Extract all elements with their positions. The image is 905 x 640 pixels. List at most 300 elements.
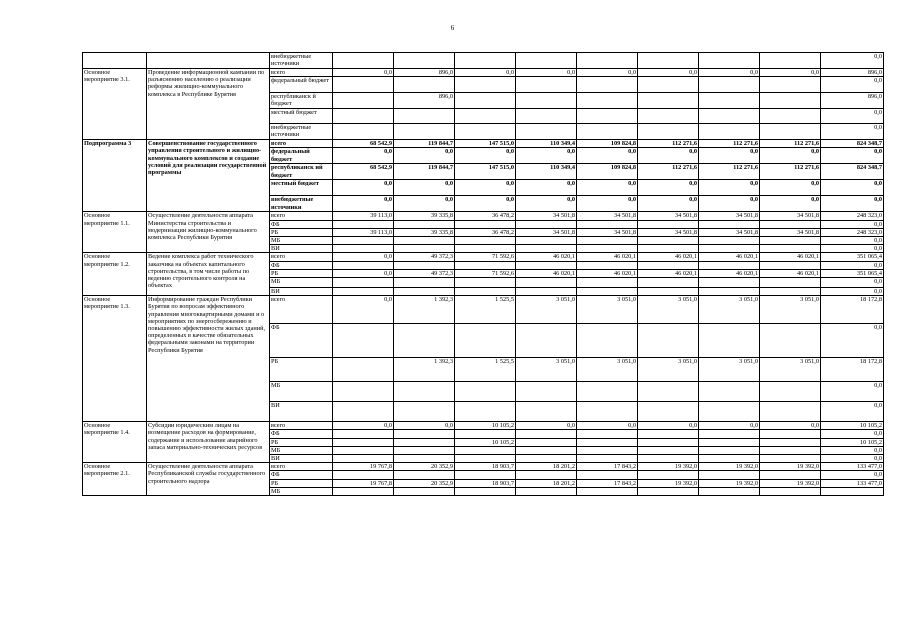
year-value-cell bbox=[577, 438, 638, 446]
measure-description-cell: Осуществление деятельности аппарата Министерства строительства и модернизации жилищно-коммунального комплекса Республики Бурятия bbox=[147, 212, 270, 253]
year-value-cell: 34 501,8 bbox=[699, 228, 760, 236]
year-value-cell bbox=[577, 77, 638, 93]
year-value-cell bbox=[760, 438, 821, 446]
year-value-cell bbox=[577, 455, 638, 463]
year-value-cell bbox=[638, 438, 699, 446]
year-value-cell: 0,0 bbox=[699, 196, 760, 212]
total-value-cell: 0,0 bbox=[821, 124, 884, 140]
year-value-cell: 10 105,2 bbox=[455, 422, 516, 430]
total-value-cell: 0,0 bbox=[821, 382, 884, 402]
year-value-cell: 110 349,4 bbox=[516, 140, 577, 148]
measure-code-cell: Основное мероприятие 1.4. bbox=[83, 422, 147, 463]
year-value-cell bbox=[638, 446, 699, 454]
year-value-cell: 0,0 bbox=[455, 180, 516, 196]
funding-source-cell: всего bbox=[270, 212, 333, 220]
year-value-cell bbox=[333, 245, 394, 253]
total-value-cell: 0,0 bbox=[821, 324, 884, 358]
total-value-cell: 0,0 bbox=[821, 109, 884, 124]
year-value-cell bbox=[333, 455, 394, 463]
year-value-cell bbox=[577, 245, 638, 253]
year-value-cell bbox=[516, 245, 577, 253]
year-value-cell bbox=[638, 455, 699, 463]
year-value-cell bbox=[333, 93, 394, 109]
funding-source-cell: ВИ bbox=[270, 455, 333, 463]
year-value-cell bbox=[516, 288, 577, 296]
measure-code-cell: Основное мероприятие 3.1. bbox=[83, 69, 147, 140]
year-value-cell: 3 051,0 bbox=[638, 296, 699, 324]
year-value-cell: 112 271,6 bbox=[760, 164, 821, 180]
year-value-cell bbox=[638, 402, 699, 422]
year-value-cell: 112 271,6 bbox=[699, 164, 760, 180]
year-value-cell: 0,0 bbox=[394, 422, 455, 430]
year-value-cell bbox=[516, 93, 577, 109]
year-value-cell bbox=[394, 438, 455, 446]
total-value-cell: 0,0 bbox=[821, 148, 884, 164]
year-value-cell: 36 478,2 bbox=[455, 212, 516, 220]
year-value-cell bbox=[455, 446, 516, 454]
year-value-cell bbox=[699, 402, 760, 422]
year-value-cell: 0,0 bbox=[455, 148, 516, 164]
year-value-cell bbox=[394, 324, 455, 358]
funding-source-cell: ФБ bbox=[270, 261, 333, 269]
year-value-cell bbox=[577, 487, 638, 495]
measure-description-cell: Проведение информационной кампании по разъяснению населению о реализации реформы жилищно-коммунального комплекса в Республике Бурятия bbox=[147, 69, 270, 140]
year-value-cell bbox=[760, 237, 821, 245]
year-value-cell: 3 051,0 bbox=[760, 358, 821, 382]
measure-description-cell: Совершенствование государственного управления строительного и жилищно-коммунального комплексов и создание условий для реализации государственной программы bbox=[147, 140, 270, 212]
total-value-cell: 0,0 bbox=[821, 53, 884, 69]
year-value-cell bbox=[638, 324, 699, 358]
year-value-cell bbox=[638, 288, 699, 296]
year-value-cell bbox=[516, 446, 577, 454]
year-value-cell: 119 844,7 bbox=[394, 140, 455, 148]
year-value-cell bbox=[455, 402, 516, 422]
year-value-cell bbox=[699, 261, 760, 269]
year-value-cell: 3 051,0 bbox=[760, 296, 821, 324]
year-value-cell bbox=[516, 471, 577, 479]
year-value-cell bbox=[699, 93, 760, 109]
year-value-cell bbox=[699, 77, 760, 93]
year-value-cell bbox=[455, 430, 516, 438]
year-value-cell: 68 542,9 bbox=[333, 140, 394, 148]
year-value-cell bbox=[516, 402, 577, 422]
year-value-cell bbox=[638, 93, 699, 109]
total-value-cell: 0,0 bbox=[821, 220, 884, 228]
year-value-cell bbox=[760, 487, 821, 495]
year-value-cell: 20 352,9 bbox=[394, 463, 455, 471]
year-value-cell bbox=[455, 93, 516, 109]
year-value-cell bbox=[333, 288, 394, 296]
year-value-cell: 34 501,8 bbox=[577, 212, 638, 220]
year-value-cell bbox=[577, 382, 638, 402]
year-value-cell bbox=[333, 237, 394, 245]
table-row bbox=[83, 69, 884, 77]
year-value-cell: 46 020,1 bbox=[516, 253, 577, 261]
year-value-cell: 147 515,0 bbox=[455, 140, 516, 148]
total-value-cell: 0,0 bbox=[821, 77, 884, 93]
year-value-cell bbox=[577, 402, 638, 422]
table-row bbox=[83, 140, 884, 148]
year-value-cell bbox=[699, 53, 760, 69]
year-value-cell bbox=[394, 77, 455, 93]
year-value-cell bbox=[394, 278, 455, 288]
year-value-cell: 71 592,6 bbox=[455, 269, 516, 277]
year-value-cell bbox=[699, 124, 760, 140]
year-value-cell bbox=[455, 261, 516, 269]
year-value-cell bbox=[333, 438, 394, 446]
funding-source-cell: местный бюджет bbox=[270, 180, 333, 196]
year-value-cell: 34 501,8 bbox=[638, 212, 699, 220]
year-value-cell: 3 051,0 bbox=[638, 358, 699, 382]
total-value-cell: 133 477,0 bbox=[821, 479, 884, 487]
year-value-cell bbox=[333, 109, 394, 124]
total-value-cell bbox=[821, 487, 884, 495]
year-value-cell bbox=[638, 487, 699, 495]
year-value-cell: 3 051,0 bbox=[577, 358, 638, 382]
year-value-cell bbox=[455, 487, 516, 495]
funding-source-cell: ВИ bbox=[270, 245, 333, 253]
total-value-cell: 896,0 bbox=[821, 93, 884, 109]
year-value-cell bbox=[333, 382, 394, 402]
year-value-cell bbox=[760, 382, 821, 402]
year-value-cell bbox=[577, 237, 638, 245]
total-value-cell: 18 172,8 bbox=[821, 296, 884, 324]
total-value-cell: 824 348,7 bbox=[821, 140, 884, 148]
year-value-cell bbox=[516, 278, 577, 288]
year-value-cell bbox=[577, 109, 638, 124]
year-value-cell: 0,0 bbox=[394, 148, 455, 164]
year-value-cell bbox=[516, 324, 577, 358]
funding-source-cell: ФБ bbox=[270, 471, 333, 479]
year-value-cell: 119 844,7 bbox=[394, 164, 455, 180]
measure-code-cell: Основное мероприятие 2.1. bbox=[83, 463, 147, 496]
year-value-cell bbox=[577, 430, 638, 438]
total-value-cell: 351 065,4 bbox=[821, 269, 884, 277]
year-value-cell: 0,0 bbox=[333, 296, 394, 324]
page-number: 6 bbox=[450, 24, 455, 32]
year-value-cell: 0,0 bbox=[760, 196, 821, 212]
year-value-cell bbox=[760, 430, 821, 438]
year-value-cell: 0,0 bbox=[516, 422, 577, 430]
year-value-cell bbox=[455, 324, 516, 358]
year-value-cell: 0,0 bbox=[577, 180, 638, 196]
year-value-cell: 3 051,0 bbox=[699, 358, 760, 382]
year-value-cell bbox=[760, 261, 821, 269]
year-value-cell bbox=[577, 261, 638, 269]
year-value-cell: 0,0 bbox=[577, 422, 638, 430]
funding-source-cell: внебюджетные источники bbox=[270, 124, 333, 140]
year-value-cell bbox=[333, 324, 394, 358]
year-value-cell bbox=[394, 237, 455, 245]
funding-source-cell: республиканск й бюджет bbox=[270, 93, 333, 109]
year-value-cell: 18 903,7 bbox=[455, 463, 516, 471]
year-value-cell: 46 020,1 bbox=[577, 253, 638, 261]
year-value-cell bbox=[699, 471, 760, 479]
year-value-cell bbox=[760, 220, 821, 228]
funding-source-cell: МБ bbox=[270, 446, 333, 454]
year-value-cell bbox=[638, 471, 699, 479]
year-value-cell bbox=[333, 124, 394, 140]
year-value-cell bbox=[760, 245, 821, 253]
measure-code-cell: Подпрограмма 3 bbox=[83, 140, 147, 212]
year-value-cell bbox=[333, 402, 394, 422]
year-value-cell: 19 392,0 bbox=[760, 463, 821, 471]
year-value-cell bbox=[699, 446, 760, 454]
measure-description-cell bbox=[147, 53, 270, 69]
funding-source-cell: РБ bbox=[270, 479, 333, 487]
total-value-cell: 10 105,2 bbox=[821, 422, 884, 430]
year-value-cell: 36 478,2 bbox=[455, 228, 516, 236]
year-value-cell bbox=[455, 220, 516, 228]
funding-source-cell: МБ bbox=[270, 487, 333, 495]
year-value-cell: 0,0 bbox=[699, 422, 760, 430]
year-value-cell: 46 020,1 bbox=[699, 253, 760, 261]
year-value-cell: 1 525,5 bbox=[455, 358, 516, 382]
measure-description-cell: Ведение комплекса работ технического заказчика на объектах капитального строительства, в том числе работы по ведению строительного контроля на объектах bbox=[147, 253, 270, 296]
year-value-cell bbox=[577, 288, 638, 296]
year-value-cell bbox=[394, 220, 455, 228]
year-value-cell bbox=[699, 245, 760, 253]
year-value-cell: 112 271,6 bbox=[638, 164, 699, 180]
total-value-cell: 133 477,0 bbox=[821, 463, 884, 471]
year-value-cell: 896,0 bbox=[394, 69, 455, 77]
funding-source-cell: ФБ bbox=[270, 430, 333, 438]
year-value-cell bbox=[455, 109, 516, 124]
year-value-cell: 17 843,2 bbox=[577, 479, 638, 487]
year-value-cell bbox=[455, 382, 516, 402]
budget-table bbox=[82, 52, 884, 496]
year-value-cell: 68 542,9 bbox=[333, 164, 394, 180]
year-value-cell bbox=[638, 77, 699, 93]
year-value-cell bbox=[394, 124, 455, 140]
total-value-cell: 18 172,8 bbox=[821, 358, 884, 382]
year-value-cell bbox=[516, 77, 577, 93]
year-value-cell: 112 271,6 bbox=[760, 140, 821, 148]
funding-source-cell: МБ bbox=[270, 237, 333, 245]
year-value-cell: 46 020,1 bbox=[638, 253, 699, 261]
year-value-cell: 19 767,8 bbox=[333, 463, 394, 471]
year-value-cell: 0,0 bbox=[516, 180, 577, 196]
year-value-cell: 3 051,0 bbox=[699, 296, 760, 324]
year-value-cell bbox=[333, 446, 394, 454]
year-value-cell bbox=[394, 245, 455, 253]
year-value-cell bbox=[333, 471, 394, 479]
table-row bbox=[83, 296, 884, 324]
funding-source-cell: местный бюджет bbox=[270, 109, 333, 124]
year-value-cell bbox=[638, 220, 699, 228]
measure-code-cell: Основное мероприятие 1.3. bbox=[83, 296, 147, 422]
year-value-cell: 19 392,0 bbox=[699, 479, 760, 487]
year-value-cell: 39 113,0 bbox=[333, 228, 394, 236]
funding-source-cell: ВИ bbox=[270, 402, 333, 422]
year-value-cell: 0,0 bbox=[638, 148, 699, 164]
year-value-cell: 0,0 bbox=[699, 69, 760, 77]
year-value-cell: 19 392,0 bbox=[760, 479, 821, 487]
year-value-cell: 0,0 bbox=[516, 69, 577, 77]
year-value-cell: 18 201,2 bbox=[516, 479, 577, 487]
year-value-cell bbox=[394, 402, 455, 422]
year-value-cell: 46 020,1 bbox=[516, 269, 577, 277]
year-value-cell bbox=[760, 402, 821, 422]
year-value-cell bbox=[455, 471, 516, 479]
year-value-cell bbox=[455, 237, 516, 245]
funding-source-cell: республиканск ий бюджет bbox=[270, 164, 333, 180]
total-value-cell: 0,0 bbox=[821, 196, 884, 212]
year-value-cell bbox=[699, 109, 760, 124]
year-value-cell: 112 271,6 bbox=[699, 140, 760, 148]
measure-description-cell: Субсидии юридическим лицам на возмещение расходов на формирование, содержание и использование аварийного запаса материально-технических ресурсов bbox=[147, 422, 270, 463]
year-value-cell: 0,0 bbox=[760, 180, 821, 196]
measure-code-cell: Основное мероприятие 1.1. bbox=[83, 212, 147, 253]
year-value-cell: 0,0 bbox=[455, 196, 516, 212]
year-value-cell bbox=[333, 487, 394, 495]
funding-source-cell: ФБ bbox=[270, 220, 333, 228]
year-value-cell bbox=[760, 53, 821, 69]
year-value-cell bbox=[638, 109, 699, 124]
year-value-cell: 39 113,0 bbox=[333, 212, 394, 220]
year-value-cell: 0,0 bbox=[760, 148, 821, 164]
year-value-cell bbox=[455, 455, 516, 463]
year-value-cell bbox=[638, 278, 699, 288]
year-value-cell bbox=[333, 278, 394, 288]
year-value-cell: 20 352,9 bbox=[394, 479, 455, 487]
year-value-cell: 0,0 bbox=[638, 196, 699, 212]
total-value-cell: 896,0 bbox=[821, 69, 884, 77]
total-value-cell: 351 065,4 bbox=[821, 253, 884, 261]
year-value-cell: 109 824,8 bbox=[577, 140, 638, 148]
year-value-cell: 71 592,6 bbox=[455, 253, 516, 261]
total-value-cell: 0,0 bbox=[821, 245, 884, 253]
total-value-cell: 10 105,2 bbox=[821, 438, 884, 446]
year-value-cell bbox=[699, 220, 760, 228]
year-value-cell bbox=[760, 109, 821, 124]
year-value-cell bbox=[577, 220, 638, 228]
table-row bbox=[83, 253, 884, 261]
table-row bbox=[83, 53, 884, 69]
funding-source-cell: всего bbox=[270, 422, 333, 430]
total-value-cell: 248 323,0 bbox=[821, 212, 884, 220]
year-value-cell: 0,0 bbox=[516, 148, 577, 164]
year-value-cell: 34 501,8 bbox=[516, 212, 577, 220]
year-value-cell bbox=[760, 93, 821, 109]
year-value-cell: 34 501,8 bbox=[760, 228, 821, 236]
year-value-cell bbox=[516, 237, 577, 245]
year-value-cell: 46 020,1 bbox=[577, 269, 638, 277]
year-value-cell bbox=[333, 77, 394, 93]
year-value-cell bbox=[333, 53, 394, 69]
year-value-cell: 0,0 bbox=[760, 422, 821, 430]
year-value-cell bbox=[394, 382, 455, 402]
year-value-cell: 3 051,0 bbox=[516, 296, 577, 324]
year-value-cell: 1 392,3 bbox=[394, 296, 455, 324]
year-value-cell bbox=[699, 237, 760, 245]
year-value-cell bbox=[516, 261, 577, 269]
year-value-cell bbox=[760, 77, 821, 93]
measure-code-cell: Основное мероприятие 1.2. bbox=[83, 253, 147, 296]
year-value-cell: 49 372,3 bbox=[394, 269, 455, 277]
year-value-cell bbox=[394, 430, 455, 438]
year-value-cell: 46 020,1 bbox=[638, 269, 699, 277]
year-value-cell: 109 824,8 bbox=[577, 164, 638, 180]
year-value-cell: 34 501,8 bbox=[760, 212, 821, 220]
year-value-cell bbox=[516, 430, 577, 438]
year-value-cell: 0,0 bbox=[638, 180, 699, 196]
measure-description-cell: Осуществление деятельности аппарата Республиканской службы государственного строительного надзора bbox=[147, 463, 270, 496]
table-row bbox=[83, 212, 884, 220]
year-value-cell: 112 271,6 bbox=[638, 140, 699, 148]
year-value-cell: 34 501,8 bbox=[516, 228, 577, 236]
funding-source-cell: ВИ bbox=[270, 288, 333, 296]
year-value-cell bbox=[699, 324, 760, 358]
year-value-cell bbox=[699, 278, 760, 288]
year-value-cell: 17 843,2 bbox=[577, 463, 638, 471]
year-value-cell: 0,0 bbox=[638, 69, 699, 77]
year-value-cell: 0,0 bbox=[455, 69, 516, 77]
year-value-cell bbox=[516, 220, 577, 228]
year-value-cell: 0,0 bbox=[333, 422, 394, 430]
year-value-cell: 46 020,1 bbox=[760, 253, 821, 261]
year-value-cell: 46 020,1 bbox=[699, 269, 760, 277]
year-value-cell bbox=[577, 471, 638, 479]
funding-source-cell: федеральный бюджет bbox=[270, 148, 333, 164]
year-value-cell bbox=[638, 124, 699, 140]
year-value-cell: 34 501,8 bbox=[699, 212, 760, 220]
year-value-cell bbox=[333, 358, 394, 382]
year-value-cell: 0,0 bbox=[699, 148, 760, 164]
year-value-cell bbox=[577, 446, 638, 454]
year-value-cell bbox=[333, 220, 394, 228]
year-value-cell bbox=[760, 455, 821, 463]
measure-code-cell bbox=[83, 53, 147, 69]
funding-source-cell: РБ bbox=[270, 228, 333, 236]
year-value-cell: 1 392,3 bbox=[394, 358, 455, 382]
year-value-cell bbox=[699, 288, 760, 296]
funding-source-cell: внебюджетные источники bbox=[270, 196, 333, 212]
year-value-cell bbox=[760, 324, 821, 358]
year-value-cell bbox=[760, 124, 821, 140]
year-value-cell: 0,0 bbox=[516, 196, 577, 212]
total-value-cell: 0,0 bbox=[821, 261, 884, 269]
year-value-cell: 18 201,2 bbox=[516, 463, 577, 471]
year-value-cell: 147 515,0 bbox=[455, 164, 516, 180]
year-value-cell bbox=[699, 382, 760, 402]
year-value-cell bbox=[516, 382, 577, 402]
year-value-cell: 0,0 bbox=[638, 422, 699, 430]
year-value-cell: 19 392,0 bbox=[638, 479, 699, 487]
year-value-cell: 19 392,0 bbox=[699, 463, 760, 471]
year-value-cell: 46 020,1 bbox=[760, 269, 821, 277]
year-value-cell: 1 525,5 bbox=[455, 296, 516, 324]
total-value-cell: 0,0 bbox=[821, 471, 884, 479]
year-value-cell: 896,0 bbox=[394, 93, 455, 109]
total-value-cell: 248 323,0 bbox=[821, 228, 884, 236]
year-value-cell bbox=[638, 237, 699, 245]
year-value-cell bbox=[394, 487, 455, 495]
funding-source-cell: МБ bbox=[270, 382, 333, 402]
year-value-cell: 0,0 bbox=[577, 148, 638, 164]
year-value-cell bbox=[638, 261, 699, 269]
year-value-cell: 0,0 bbox=[333, 180, 394, 196]
year-value-cell bbox=[577, 53, 638, 69]
year-value-cell bbox=[455, 245, 516, 253]
year-value-cell: 0,0 bbox=[577, 196, 638, 212]
year-value-cell: 34 501,8 bbox=[638, 228, 699, 236]
year-value-cell bbox=[516, 455, 577, 463]
year-value-cell bbox=[516, 109, 577, 124]
year-value-cell bbox=[455, 278, 516, 288]
funding-source-cell: всего bbox=[270, 140, 333, 148]
year-value-cell: 0,0 bbox=[394, 196, 455, 212]
